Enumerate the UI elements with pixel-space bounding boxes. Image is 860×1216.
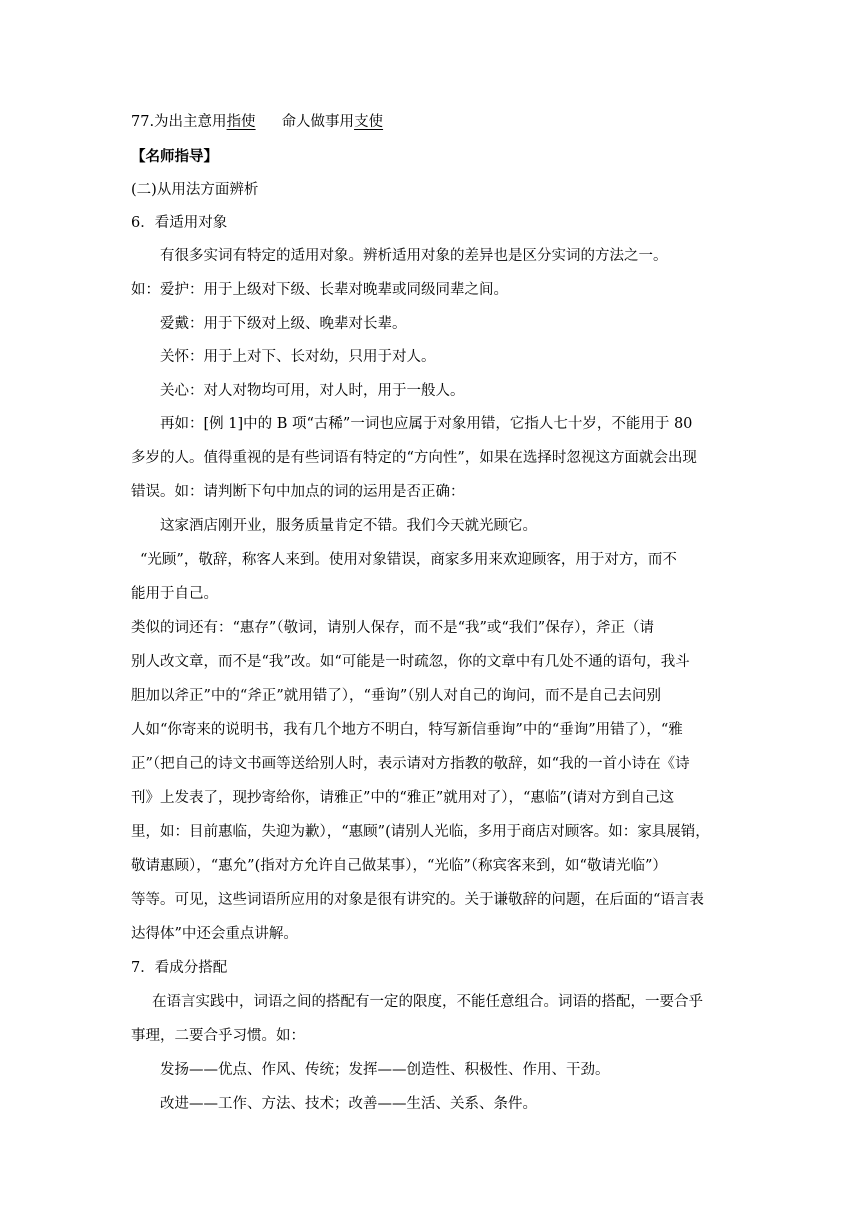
- paragraph-line: 人如“你寄来的说明书，我有几个地方不明白，特写新信垂询”中的“垂询”用错了），“雅: [131, 722, 683, 738]
- paragraph-line: “光顾”，敬辞，称客人来到。使用对象错误，商家多用来欢迎顾客，用于对方，而不: [140, 552, 677, 568]
- line-77: [131, 112, 383, 132]
- paragraph-line: 正”（把自己的诗文书画等送给别人时，表示请对方指教的敬辞，如“我的一首小诗在《诗: [131, 756, 690, 772]
- paragraph-line: 多岁的人。值得重视的是有些词语有特定的“方向性”，如果在选择时忽视这方面就会出现: [131, 450, 697, 466]
- paragraph-line: 再如：[例 1]中的 B 项“古稀”一词也应属于对象用错，它指人七十岁，不能用于 80: [160, 416, 693, 432]
- collocation-example: 改进——工作、方法、技术；改善——生活、关系、条件。: [160, 1096, 537, 1112]
- paragraph-line: 在语言实践中，词语之间的搭配有一定的限度，不能任意组合。词语的搭配，一要合乎: [152, 994, 703, 1010]
- paragraph-line: 爱戴：用于下级对上级、晚辈对长辈。: [160, 316, 407, 332]
- collocation-example: 发扬——优点、作风、传统；发挥——创造性、积极性、作用、干劲。: [160, 1062, 610, 1078]
- section-heading-usage: (二)从用法方面辨析: [131, 182, 259, 198]
- paragraph-line: 刊》上发表了，现抄寄给你，请雅正”中的“雅正”就用对了），“惠临”(请对方到自己这: [131, 790, 674, 806]
- mingshi-heading: 【名师指导】: [131, 148, 218, 165]
- paragraph-line: 关心：对人对物均可用，对人时，用于一般人。: [160, 383, 465, 399]
- paragraph-line: 如：爱护：用于上级对下级、长辈对晚辈或同级同辈之间。: [131, 282, 508, 298]
- item-7-heading: 7．看成分搭配: [131, 960, 228, 976]
- paragraph-line: 敬请惠顾），“惠允”(指对方允许自己做某事），“光临”（称宾客来到，如“敬请光临”）: [131, 858, 667, 874]
- paragraph-line: 错误。如：请判断下句中加点的词的运用是否正确：: [131, 484, 465, 500]
- paragraph-line: 胆加以斧正”中的“斧正”就用错了），“垂询”（别人对自己的询问，而不是自己去问别: [131, 688, 662, 704]
- paragraph-line: 类似的词还有：“惠存”（敬词，请别人保存，而不是“我”或“我们”保存），斧正（请: [131, 620, 654, 636]
- paragraph-line: 事理，二要合乎习惯。如：: [131, 1028, 305, 1044]
- paragraph-line: 达得体”中还会重点讲解。: [131, 926, 298, 942]
- underlined-word-zhishi-2: 支使: [354, 114, 384, 130]
- paragraph-line: 能用于自己。: [131, 586, 218, 602]
- paragraph-line: 有很多实词有特定的适用对象。辨析适用对象的差异也是区分实词的方法之一。: [160, 248, 668, 264]
- line-77-middle: 命人做事用: [281, 114, 355, 130]
- line-77-prefix: 77.为出主意用: [131, 114, 227, 130]
- paragraph-line: 里，如：目前惠临，失迎为歉），“惠顾”(请别人光临，多用于商店对顾客。如：家具展销，: [131, 824, 710, 840]
- item-6-heading: 6．看适用对象: [131, 215, 228, 231]
- paragraph-line: 关怀：用于上对下、长对幼，只用于对人。: [160, 349, 436, 365]
- paragraph-line: 别人改文章，而不是“我”改。如“可能是一时疏忽，你的文章中有几处不通的语句，我斗: [131, 654, 690, 670]
- example-sentence: 这家酒店刚开业，服务质量肯定不错。我们今天就光顾它。: [160, 518, 537, 534]
- underlined-word-zhishi: 指使: [226, 114, 256, 130]
- paragraph-line: 等等。可见，这些词语所应用的对象是很有讲究的。关于谦敬辞的问题，在后面的“语言表: [131, 892, 704, 908]
